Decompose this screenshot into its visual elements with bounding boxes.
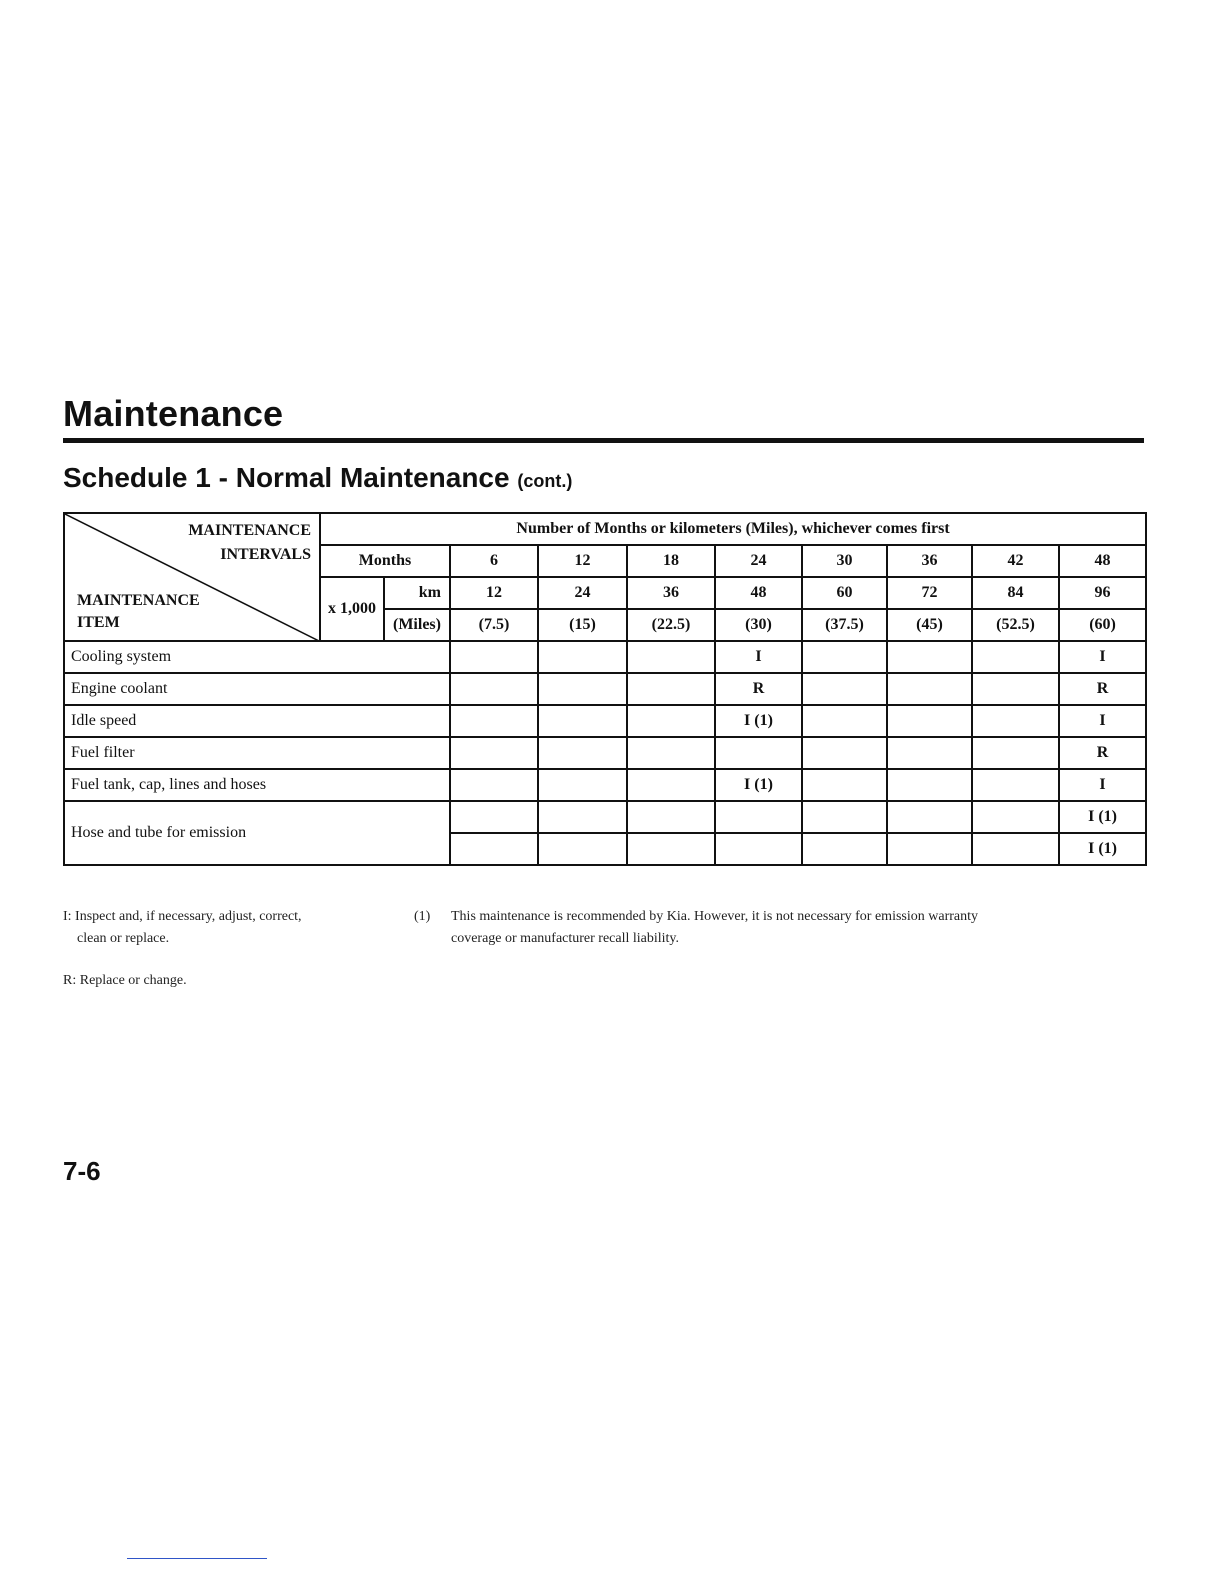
maintenance-schedule-table — [63, 512, 1147, 866]
interval-cell — [538, 801, 627, 833]
table-row — [64, 641, 1146, 673]
table-row — [64, 801, 1146, 833]
km-label: km — [384, 577, 450, 609]
interval-cell — [802, 801, 887, 833]
item-label: Fuel filter — [64, 737, 450, 769]
interval-cell — [450, 769, 538, 801]
section-title: Maintenance — [63, 393, 284, 434]
interval-cell: I — [715, 641, 802, 673]
interval-cell: I (1) — [1059, 833, 1146, 865]
interval-cell — [538, 737, 627, 769]
interval-cell — [538, 833, 627, 865]
interval-cell: I — [1059, 705, 1146, 737]
item-label: Engine coolant — [64, 673, 450, 705]
km-cell: 24 — [538, 577, 627, 609]
item-label: Fuel tank, cap, lines and hoses — [64, 769, 450, 801]
months-cell: 30 — [802, 545, 887, 577]
miles-cell: (37.5) — [802, 609, 887, 641]
table-row — [64, 737, 1146, 769]
months-cell: 18 — [627, 545, 715, 577]
interval-cell — [450, 705, 538, 737]
interval-cell — [627, 705, 715, 737]
interval-cell — [538, 769, 627, 801]
km-cell: 96 — [1059, 577, 1146, 609]
interval-cell — [715, 833, 802, 865]
corner-item-1: MAINTENANCE — [77, 592, 200, 609]
miles-cell: (60) — [1059, 609, 1146, 641]
interval-cell — [972, 769, 1059, 801]
miles-cell: (52.5) — [972, 609, 1059, 641]
schedule-subtitle — [63, 462, 572, 494]
km-cell: 36 — [627, 577, 715, 609]
interval-cell — [972, 705, 1059, 737]
months-cell: 42 — [972, 545, 1059, 577]
legend-replace: R: Replace or change. — [63, 973, 187, 988]
page-number: 7-6 — [63, 1156, 101, 1186]
interval-cell — [887, 641, 972, 673]
miles-cell: (45) — [887, 609, 972, 641]
interval-cell — [972, 833, 1059, 865]
legend-inspect-line1: I: Inspect and, if necessary, adjust, correct, — [63, 909, 302, 924]
interval-cell — [538, 673, 627, 705]
interval-cell — [715, 801, 802, 833]
subtitle-suffix: (cont.) — [517, 471, 573, 491]
interval-cell — [450, 801, 538, 833]
km-cell: 84 — [972, 577, 1059, 609]
legend-inspect — [63, 906, 302, 950]
interval-cell: I (1) — [715, 705, 802, 737]
miles-cell: (7.5) — [450, 609, 538, 641]
interval-cell: R — [715, 673, 802, 705]
item-label: Cooling system — [64, 641, 450, 673]
table-row — [64, 705, 1146, 737]
interval-cell — [627, 833, 715, 865]
span-header: Number of Months or kilometers (Miles), whichever comes first — [320, 513, 1146, 545]
interval-cell — [972, 673, 1059, 705]
miles-cell: (15) — [538, 609, 627, 641]
months-cell: 24 — [715, 545, 802, 577]
miles-cell: (22.5) — [627, 609, 715, 641]
legend-inspect-line2: clean or replace. — [77, 931, 170, 946]
interval-cell — [627, 801, 715, 833]
interval-cell — [887, 833, 972, 865]
months-cell: 36 — [887, 545, 972, 577]
interval-cell — [627, 769, 715, 801]
interval-cell — [972, 641, 1059, 673]
table-row — [64, 673, 1146, 705]
miles-cell: (30) — [715, 609, 802, 641]
interval-cell — [627, 673, 715, 705]
interval-cell — [887, 801, 972, 833]
miles-label: (Miles) — [384, 609, 450, 641]
interval-cell: I — [1059, 641, 1146, 673]
km-cell: 48 — [715, 577, 802, 609]
months-cell: 12 — [538, 545, 627, 577]
interval-cell: I (1) — [1059, 801, 1146, 833]
months-cell: 6 — [450, 545, 538, 577]
interval-cell — [802, 737, 887, 769]
item-label: Hose and tube for emission — [64, 801, 450, 865]
subtitle-text: Schedule 1 - Normal Maintenance — [63, 462, 510, 493]
footnote-text: This maintenance is recommended by Kia. However, it is not necessary for emission warranty coverage or manufacturer recall liability. — [451, 909, 979, 946]
interval-cell — [802, 705, 887, 737]
interval-cell — [627, 737, 715, 769]
footnote-number: (1) — [414, 909, 431, 924]
multiplier-label: x 1,000 — [320, 577, 384, 641]
interval-cell — [627, 641, 715, 673]
corner-intervals-1: MAINTENANCE — [188, 522, 311, 539]
km-cell: 60 — [802, 577, 887, 609]
interval-cell — [802, 673, 887, 705]
interval-cell — [538, 705, 627, 737]
interval-cell — [538, 641, 627, 673]
km-cell: 12 — [450, 577, 538, 609]
corner-header-cell — [64, 513, 320, 641]
interval-cell — [450, 673, 538, 705]
interval-cell — [450, 833, 538, 865]
interval-cell — [802, 769, 887, 801]
interval-cell — [887, 769, 972, 801]
corner-intervals-2: INTERVALS — [220, 546, 311, 563]
corner-item-2: ITEM — [77, 614, 120, 631]
km-cell: 72 — [887, 577, 972, 609]
interval-cell — [972, 737, 1059, 769]
interval-cell — [802, 641, 887, 673]
table-row — [64, 769, 1146, 801]
months-cell: 48 — [1059, 545, 1146, 577]
interval-cell — [450, 641, 538, 673]
bottom-divider — [127, 1558, 267, 1559]
interval-cell — [802, 833, 887, 865]
interval-cell — [887, 673, 972, 705]
interval-cell: R — [1059, 737, 1146, 769]
section-rule — [63, 438, 1144, 443]
interval-cell: R — [1059, 673, 1146, 705]
item-label: Idle speed — [64, 705, 450, 737]
interval-cell: I (1) — [715, 769, 802, 801]
footnote — [414, 906, 1011, 950]
interval-cell — [450, 737, 538, 769]
interval-cell — [887, 737, 972, 769]
interval-cell — [972, 801, 1059, 833]
months-label: Months — [320, 545, 450, 577]
interval-cell — [887, 705, 972, 737]
interval-cell — [715, 737, 802, 769]
interval-cell: I — [1059, 769, 1146, 801]
